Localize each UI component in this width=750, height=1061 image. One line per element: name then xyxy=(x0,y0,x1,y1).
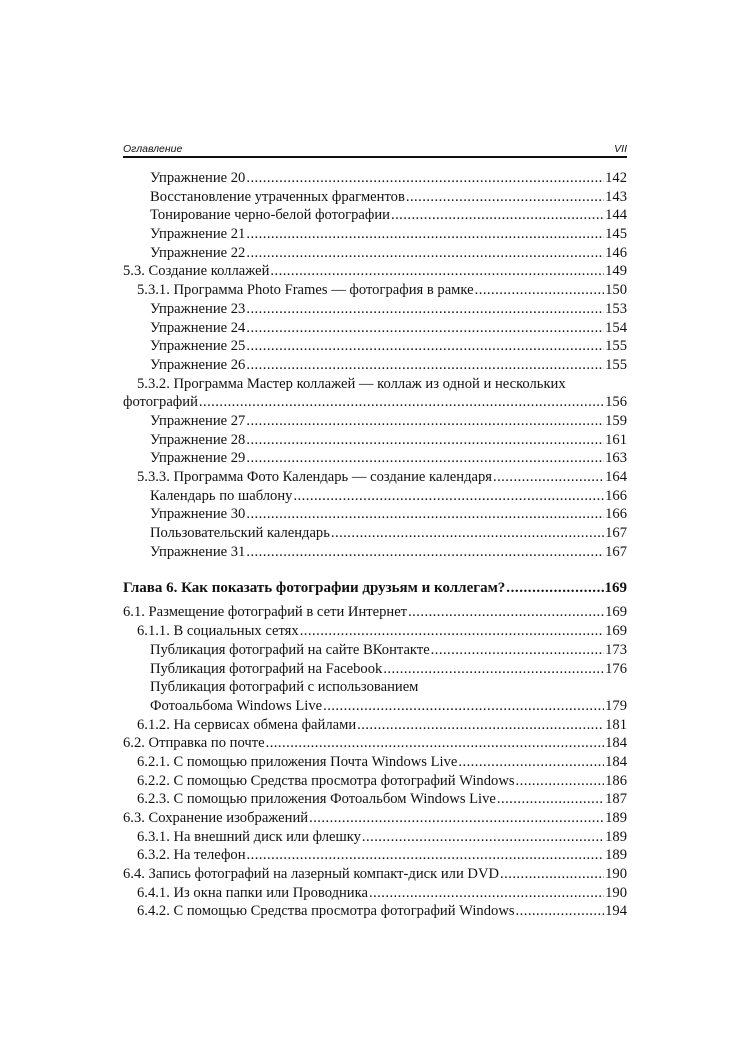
toc-entry-page: 161 xyxy=(605,431,627,448)
dot-leader xyxy=(270,262,604,281)
toc-entry-page: 189 xyxy=(605,810,627,826)
toc-entry-title: Тонирование черно-белой фотографии xyxy=(150,207,390,224)
toc-entry xyxy=(123,660,627,679)
toc-entry-page: 164 xyxy=(605,469,627,485)
toc-entry-title: фотографий xyxy=(123,394,198,411)
toc-entry xyxy=(123,169,627,188)
table-of-contents xyxy=(123,169,627,921)
dot-leader xyxy=(408,603,604,622)
toc-entry xyxy=(123,319,627,338)
dot-leader xyxy=(246,225,604,244)
dot-leader xyxy=(493,468,604,487)
toc-entry xyxy=(123,412,627,431)
dot-leader xyxy=(497,790,604,809)
dot-leader xyxy=(369,884,604,903)
toc-entry-title: 5.3.1. Программа Photo Frames — фотография в рамке xyxy=(137,282,474,299)
toc-entry-title: 6.4.1. Из окна папки или Проводника xyxy=(137,884,368,901)
toc-entry-page: 169 xyxy=(604,580,627,597)
dot-leader xyxy=(246,431,604,450)
toc-entry-title: 6.3.2. На телефон xyxy=(137,847,246,864)
toc-entry-title: 6.2. Отправка по почте xyxy=(123,735,265,752)
toc-entry-title: Упражнение 21 xyxy=(150,226,246,243)
dot-leader xyxy=(246,412,604,431)
toc-entry-page: 187 xyxy=(605,791,627,808)
toc-entry xyxy=(123,300,627,319)
dot-leader xyxy=(516,902,605,921)
toc-entry xyxy=(123,524,627,543)
dot-leader xyxy=(199,393,604,412)
toc-entry-page: 190 xyxy=(605,866,627,883)
dot-leader xyxy=(506,578,603,598)
toc-entry-page: 176 xyxy=(605,660,627,677)
toc-entry-title: Упражнение 31 xyxy=(150,543,246,560)
toc-entry xyxy=(123,846,627,865)
toc-entry xyxy=(123,790,627,809)
toc-entry xyxy=(123,449,627,468)
toc-entry xyxy=(123,603,627,622)
toc-entry-title: Упражнение 27 xyxy=(150,412,246,429)
toc-entry-page: 166 xyxy=(605,506,627,523)
dot-leader xyxy=(516,772,605,791)
toc-entry-page: 169 xyxy=(605,623,627,640)
toc-entry-page: 189 xyxy=(605,847,627,864)
toc-entry-page: 146 xyxy=(605,244,627,261)
dot-leader xyxy=(331,524,604,543)
running-head xyxy=(123,140,627,158)
toc-entry xyxy=(123,281,627,300)
dot-leader xyxy=(246,449,604,468)
toc-entry-title: Календарь по шаблону xyxy=(150,487,293,504)
toc-entry-page: 166 xyxy=(605,487,627,504)
toc-entry-page: 189 xyxy=(605,828,627,845)
dot-leader xyxy=(431,641,604,660)
toc-entry-page: 143 xyxy=(605,188,627,205)
dot-leader xyxy=(246,543,604,562)
toc-entry xyxy=(123,356,627,375)
toc-entry-title: Упражнение 29 xyxy=(150,450,246,467)
toc-entry xyxy=(123,641,627,660)
dot-leader xyxy=(323,697,604,716)
toc-entry xyxy=(123,828,627,847)
toc-entry xyxy=(123,375,627,394)
toc-entry xyxy=(123,505,627,524)
toc-entry-page: 153 xyxy=(605,300,627,317)
dot-leader xyxy=(362,828,604,847)
toc-entry-title: Упражнение 25 xyxy=(150,338,246,355)
toc-entry-page: 149 xyxy=(605,263,627,280)
dot-leader xyxy=(246,319,604,338)
toc-entry-page: 167 xyxy=(605,525,627,542)
toc-entry-page: 156 xyxy=(605,394,627,411)
toc-entry-title: 6.4.2. С помощью Средства просмотра фотографий Windows xyxy=(137,903,515,920)
toc-entry xyxy=(123,678,627,697)
toc-entry-page: 154 xyxy=(605,319,627,336)
dot-leader xyxy=(246,300,604,319)
toc-entry xyxy=(123,206,627,225)
toc-entry-page: 194 xyxy=(605,903,627,920)
toc-entry xyxy=(123,902,627,921)
toc-entry-title: Пользовательский календарь xyxy=(150,525,330,542)
toc-entry-title: Восстановление утраченных фрагментов xyxy=(150,188,405,205)
dot-leader xyxy=(246,356,604,375)
toc-entry xyxy=(123,225,627,244)
dot-leader xyxy=(246,505,604,524)
toc-entry-title: 6.1.1. В социальных сетях xyxy=(137,623,299,640)
toc-entry-page: 163 xyxy=(605,450,627,467)
toc-entry-page: 155 xyxy=(605,338,627,355)
toc-entry-page: 184 xyxy=(605,735,627,752)
toc-entry xyxy=(123,772,627,791)
toc-entry-title: 6.1. Размещение фотографий в сети Интернет xyxy=(123,604,408,621)
toc-entry xyxy=(123,468,627,487)
toc-entry-title: 5.3.2. Программа Мастер коллажей — коллаж из одной и нескольких xyxy=(137,375,566,392)
dot-leader xyxy=(246,244,604,263)
dot-leader xyxy=(500,865,604,884)
toc-entry xyxy=(123,809,627,828)
toc-entry-title: Упражнение 20 xyxy=(150,170,246,186)
dot-leader xyxy=(391,206,604,225)
dot-leader xyxy=(475,281,604,300)
toc-entry-title: Публикация фотографий на Facebook xyxy=(150,660,383,677)
toc-entry-page: 142 xyxy=(605,170,627,186)
toc-entry-page: 186 xyxy=(605,772,627,789)
toc-entry-title: Упражнение 28 xyxy=(150,431,246,448)
toc-entry-title: 6.3.1. На внешний диск или флешку xyxy=(137,828,361,845)
toc-entry-title: Упражнение 22 xyxy=(150,244,246,261)
toc-entry-title: Упражнение 26 xyxy=(150,356,246,373)
toc-entry xyxy=(123,734,627,753)
toc-entry xyxy=(123,716,627,735)
toc-entry-title: Упражнение 30 xyxy=(150,506,246,523)
dot-leader xyxy=(383,660,604,679)
toc-entry xyxy=(123,865,627,884)
toc-entry-title: Упражнение 23 xyxy=(150,300,246,317)
dot-leader xyxy=(300,622,604,641)
toc-entry-title: Упражнение 24 xyxy=(150,319,246,336)
toc-entry xyxy=(123,487,627,506)
dot-leader xyxy=(357,716,604,735)
toc-entry xyxy=(123,431,627,450)
toc-entry-page: 159 xyxy=(605,412,627,429)
toc-entry xyxy=(123,697,627,716)
dot-leader xyxy=(406,188,604,207)
toc-entry xyxy=(123,543,627,562)
dot-leader xyxy=(247,846,605,865)
running-head-title: Оглавление xyxy=(123,143,183,155)
page-number: VII xyxy=(614,143,627,155)
dot-leader xyxy=(266,734,605,753)
toc-entry-title: Фотоальбома Windows Live xyxy=(150,697,323,714)
toc-entry-page: 190 xyxy=(605,884,627,901)
toc-entry-page: 179 xyxy=(605,697,627,714)
toc-entry-page: 181 xyxy=(605,716,627,733)
toc-chapter-entry xyxy=(123,578,627,598)
dot-leader xyxy=(309,809,604,828)
toc-entry xyxy=(123,393,627,412)
toc-page xyxy=(123,140,627,921)
toc-entry-title: Публикация фотографий на сайте ВКонтакте xyxy=(150,641,430,658)
toc-entry xyxy=(123,622,627,641)
toc-entry xyxy=(123,262,627,281)
toc-entry-page: 150 xyxy=(605,282,627,299)
toc-entry xyxy=(123,337,627,356)
toc-entry-title: 6.1.2. На сервисах обмена файлами xyxy=(137,716,357,733)
toc-entry-page: 155 xyxy=(605,356,627,373)
dot-leader xyxy=(293,487,604,506)
dot-leader xyxy=(246,337,604,356)
toc-entry-title: 5.3. Создание коллажей xyxy=(123,263,270,280)
toc-entry xyxy=(123,884,627,903)
toc-entry xyxy=(123,244,627,263)
toc-entry-title: 6.2.1. С помощью приложения Почта Windows Live xyxy=(137,753,458,770)
toc-entry-page: 145 xyxy=(605,226,627,243)
toc-entry-title: 6.4. Запись фотографий на лазерный компакт-диск или DVD xyxy=(123,866,500,883)
toc-entry-title: 6.2.3. С помощью приложения Фотоальбом Windows Live xyxy=(137,791,496,808)
toc-entry-title: 6.3. Сохранение изображений xyxy=(123,810,309,826)
toc-entry-page: 173 xyxy=(605,641,627,658)
toc-entry-page: 167 xyxy=(605,543,627,560)
toc-entry xyxy=(123,753,627,772)
toc-entry-page: 144 xyxy=(605,207,627,224)
toc-entry xyxy=(123,188,627,207)
toc-entry-page: 169 xyxy=(605,604,627,621)
dot-leader xyxy=(458,753,604,772)
toc-entry-title: Публикация фотографий с использованием xyxy=(150,679,419,696)
toc-entry-title: 5.3.3. Программа Фото Календарь — создание календаря xyxy=(137,469,492,485)
dot-leader xyxy=(246,169,604,188)
toc-entry-title: 6.2.2. С помощью Средства просмотра фотографий Windows xyxy=(137,772,515,789)
toc-entry-title: Глава 6. Как показать фотографии друзьям и коллегам? xyxy=(123,580,506,597)
toc-entry-page: 184 xyxy=(605,753,627,770)
